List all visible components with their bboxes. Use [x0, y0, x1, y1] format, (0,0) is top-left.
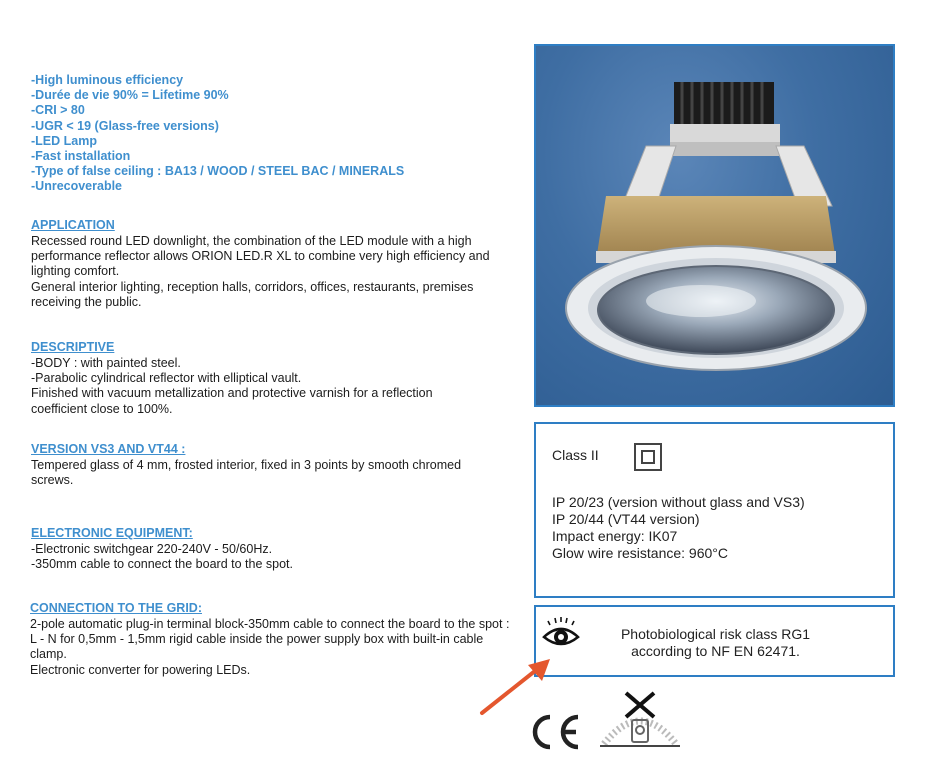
- class-ii-icon: [634, 443, 662, 471]
- product-photo: [534, 44, 895, 407]
- feature-item: -Type of false ceiling : BA13 / WOOD / STEEL BAC / MINERALS: [31, 164, 405, 179]
- ce-mark-icon: [530, 712, 586, 752]
- spec-line: Impact energy: IK07: [552, 528, 678, 544]
- photobiological-box: [534, 605, 895, 677]
- descriptive-heading: DESCRIPTIVE: [31, 340, 115, 354]
- feature-item: -Fast installation: [31, 149, 131, 164]
- version-line: screws.: [31, 473, 74, 488]
- application-line: receiving the public.: [31, 294, 142, 309]
- connection-line: L - N for 0,5mm - 1,5mm rigid cable inside the power supply box with built-in cable: [30, 632, 484, 647]
- photobiological-text: [608, 626, 823, 660]
- feature-item: -High luminous efficiency: [31, 73, 184, 87]
- spec-line: IP 20/44 (VT44 version): [552, 511, 700, 527]
- application-line: Recessed round LED downlight, the combination of the LED module with a high: [31, 234, 472, 248]
- application-line: lighting comfort.: [31, 264, 120, 279]
- specs-box: [534, 422, 895, 598]
- electronic-heading: ELECTRONIC EQUIPMENT:: [31, 526, 193, 540]
- feature-item: -LED Lamp: [31, 133, 97, 148]
- photobiological-line: Photobiological risk class RG1: [620, 626, 811, 642]
- feature-item: -UGR < 19 (Glass-free versions): [31, 118, 219, 133]
- application-line: General interior lighting, reception halls, corridors, offices, restaurants, premises: [31, 279, 474, 294]
- connection-section: [30, 601, 515, 678]
- application-section: [31, 218, 516, 310]
- version-heading: VERSION VS3 AND VT44 :: [31, 442, 186, 456]
- connection-line: 2-pole automatic plug-in terminal block-350mm cable to connect the board to the spot :: [30, 617, 510, 631]
- spec-line: IP 20/23 (version without glass and VS3): [552, 494, 805, 510]
- electronic-line: -Electronic switchgear 220-240V - 50/60Hz.: [31, 542, 273, 556]
- descriptive-section: [31, 340, 516, 417]
- no-insulation-cover-icon: [596, 690, 684, 752]
- descriptive-line: coefficient close to 100%.: [31, 401, 173, 416]
- connection-heading: CONNECTION TO THE GRID:: [30, 601, 202, 615]
- feature-item: -Durée de vie 90% = Lifetime 90%: [31, 88, 229, 103]
- feature-item: -Unrecoverable: [31, 179, 123, 194]
- electronic-section: [31, 526, 516, 572]
- feature-item: -CRI > 80: [31, 103, 85, 118]
- version-line: Tempered glass of 4 mm, frosted interior, fixed in 3 points by smooth chromed: [31, 458, 462, 472]
- descriptive-line: Finished with vacuum metallization and protective varnish for a reflection: [31, 386, 433, 401]
- descriptive-line: -Parabolic cylindrical reflector with elliptical vault.: [31, 371, 302, 386]
- application-line: performance reflector allows ORION LED.R XL to combine very high efficiency and: [31, 249, 490, 264]
- spec-line: Glow wire resistance: 960°C: [552, 545, 728, 561]
- descriptive-line: -BODY : with painted steel.: [31, 356, 181, 370]
- ip-specs: [552, 494, 805, 562]
- eye-icon: [542, 617, 580, 653]
- photobiological-line: according to NF EN 62471.: [631, 643, 800, 659]
- electronic-line: -350mm cable to connect the board to the spot.: [31, 557, 293, 572]
- connection-line: Electronic converter for powering LEDs.: [30, 662, 251, 677]
- connection-line: clamp.: [30, 647, 67, 662]
- arrow-icon: [478, 655, 554, 717]
- class-label: Class II: [552, 447, 599, 463]
- features-list: [31, 73, 511, 195]
- application-heading: APPLICATION: [31, 218, 115, 232]
- version-section: [31, 442, 516, 488]
- downlight-illustration: [536, 46, 893, 405]
